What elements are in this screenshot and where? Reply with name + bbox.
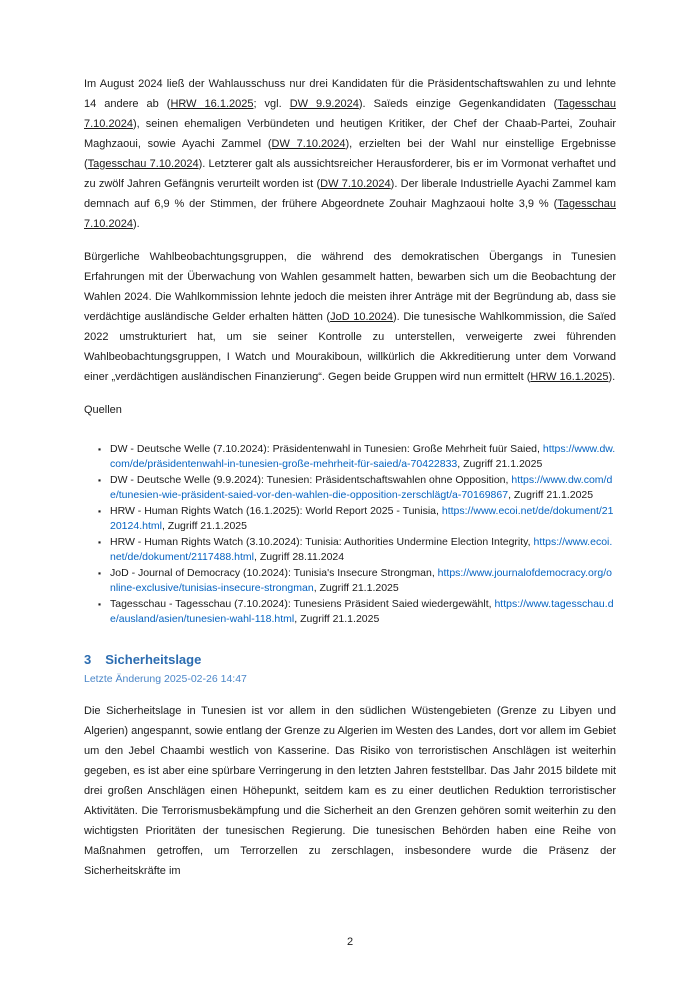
url-link[interactable]: https://www.dw.com/de/präsidentenwahl-in-tunesien-große-mehrheit-für-saied/a-70422833 [110,443,616,470]
bullet-icon: ▪ [98,506,102,516]
text-segment: , Zugriff 21.1.2025 [161,519,247,532]
url-link[interactable]: https://www.journalofdemocracy.org/online-exclusive/tunisias-insecure-strongman [110,567,612,594]
text-segment: DW - Deutsche Welle (9.9.2024): Tunesien: Präsidentschaftswahlen ohne Opposition, [110,474,512,486]
text-segment: ). [608,371,616,383]
citation-link[interactable]: JoD 10.2024 [330,311,393,323]
text-segment: DW - Deutsche Welle (7.10.2024): Präsidentenwahl in Tunesien: Große Mehrheit fuür Saied, [110,443,543,455]
citation-link[interactable]: DW 7.10.2024 [271,138,346,150]
body-paragraph [84,74,616,234]
url-link[interactable]: https://www.ecoi.net/de/dokument/2120124.html [110,505,614,532]
text-segment: Tagesschau - Tagesschau (7.10.2024): Tunesiens Präsident Saied wiedergewählt, [110,598,495,610]
section-number: 3 [84,652,92,667]
sources-heading: Quellen [84,404,122,416]
sources-list [84,442,616,626]
bullet-icon: ▪ [98,599,102,609]
source-text [110,567,612,594]
source-item [98,442,616,471]
last-change-note: Letzte Änderung 2025-02-26 14:47 [84,673,247,685]
text-segment: ). [132,218,140,230]
text-segment: ; vgl. [253,98,290,110]
bullet-icon: ▪ [98,568,102,578]
page-number: 2 [346,936,354,948]
text-segment: , Zugriff 21.1.2025 [294,612,380,625]
source-text [110,474,612,501]
source-text [110,536,612,563]
citation-link[interactable]: HRW 16.1.2025 [170,98,254,110]
text-segment: , Zugriff 21.1.2025 [313,581,399,594]
text-segment: ). Saïeds einzige Gegenkandidaten ( [358,98,558,110]
text-segment: JoD - Journal of Democracy (10.2024): Tunisia's Insecure Strongman, [110,567,438,579]
source-item [98,504,616,533]
bullet-icon: ▪ [98,475,102,485]
url-link[interactable]: https://www.tagesschau.de/ausland/asien/tunesien-wahl-118.html [110,598,614,625]
citation-link[interactable]: DW 9.9.2024 [289,98,359,110]
source-text [110,598,614,625]
text-segment: , Zugriff 28.11.2024 [254,550,345,563]
text-segment: Bürgerliche Wahlbeobachtungsgruppen, die während des demokratischen Übergangs in Tunesien Erfahrungen mit der Überwachung von Wahlen gesammelt hatten, bewarben sich um die Beobachtung der Wahlen 2024. Die Wahlkommission lehnte jedoch die meisten ihrer Anträge mit der Begründung ab, dass sie verdächtige ausländische Gelder erhalten hätten ( [84,251,616,323]
source-item [98,566,616,595]
source-text [110,443,615,470]
citation-link[interactable]: Tagesschau 7.10.2024 [84,198,616,230]
body-paragraph: Die Sicherheitslage in Tunesien ist vor allem in den südlichen Wüstengebieten (Grenze zu Libyen und Algerien) angespannt, sowie entlang der Grenze zu Algerien im Westen des Landes, dort vor allem im Gebiet um den Jebel Chaambi westlich von Kasserine. Das Risiko von terroristischen Anschlägen ist weiterhin gegeben, es ist aber eine spürbare Verringerung in den letzten Jahren feststellbar. Das Jahr 2015 bildete mit drei großen Anschlägen einen Höhepunkt, seitdem kam es zu einer deutlichen Reduktion terroristischer Aktivitäten. Die Terrorismusbekämpfung und die Sicherheit an den Grenzen gehören somit weiterhin zu den wichtigsten Prioritäten der tunesischen Regierung. Die tunesischen Behörden haben eine Reihe von Maßnahmen getroffen, um Terrorzellen zu zerschlagen, insbesondere wurde die Präsenz der Sicherheitskräfte im [84,705,616,877]
citation-link[interactable]: Tagesschau 7.10.2024 [87,158,199,170]
section-heading [84,652,616,667]
text-segment: ), seinen ehemaligen Verbündeten und heutigen Kritiker, der Chef der Chaab-Partei, Zouhair Maghzaoui, sowie Ayachi Zammel ( [84,118,616,150]
text-segment: ). Der liberale Industrielle Ayachi Zammel kam demnach auf 6,9 % der Stimmen, der frühere Abgeordnete Zouhair Maghzaoui holte 3,9 % ( [84,178,616,210]
citation-link[interactable]: HRW 16.1.2025 [530,371,609,383]
source-text [110,505,613,532]
citation-link[interactable]: DW 7.10.2024 [320,178,391,190]
bullet-icon: ▪ [98,537,102,547]
source-item [98,473,616,502]
source-item [98,597,616,626]
text-segment: HRW - Human Rights Watch (3.10.2024): Tunisia: Authorities Undermine Election Integrity, [110,536,534,548]
citation-link[interactable]: Tagesschau 7.10.2024 [84,98,617,130]
url-link[interactable]: https://www.ecoi.net/de/dokument/2117488.html [110,536,613,563]
text-segment: ), erzielten bei der Wahl nur einstellige Ergebnisse ( [84,138,616,170]
bullet-icon: ▪ [98,444,102,454]
text-segment: , Zugriff 21.1.2025 [457,457,543,470]
text-segment: HRW - Human Rights Watch (16.1.2025): World Report 2025 - Tunisia, [110,505,442,517]
text-segment: Im August 2024 ließ der Wahlausschuss nur drei Kandidaten für die Präsidentschaftswahlen zu und lehnte 14 andere ab ( [84,78,616,110]
text-segment: ). Letzterer galt als aussichtsreicher Herausforderer, bis er im Vormonat verhaftet und zu zwölf Jahren Gefängnis verurteilt worden ist ( [84,158,616,190]
text-segment: ). Die tunesische Wahlkommission, die Saïed 2022 umstrukturiert hat, um sie seiner Kontrolle zu unterstellen, verweigerte zwei führenden Wahlbeobachtungsgruppen, I Watch und Mourakiboun, willkürlich die Akkreditierung unter dem Vorwand einer „verdächtigen ausländischen Finanzierung“. Gegen beide Gruppen wird nun ermittelt ( [84,311,616,383]
text-segment: , Zugriff 21.1.2025 [508,488,594,501]
section-title: Sicherheitslage [105,652,202,667]
url-link[interactable]: https://www.dw.com/de/tunesien-wie-präsident-saied-vor-den-wahlen-die-opposition-zerschlägt/a-70169867 [110,474,613,501]
body-paragraph [84,247,616,387]
source-item [98,535,616,564]
